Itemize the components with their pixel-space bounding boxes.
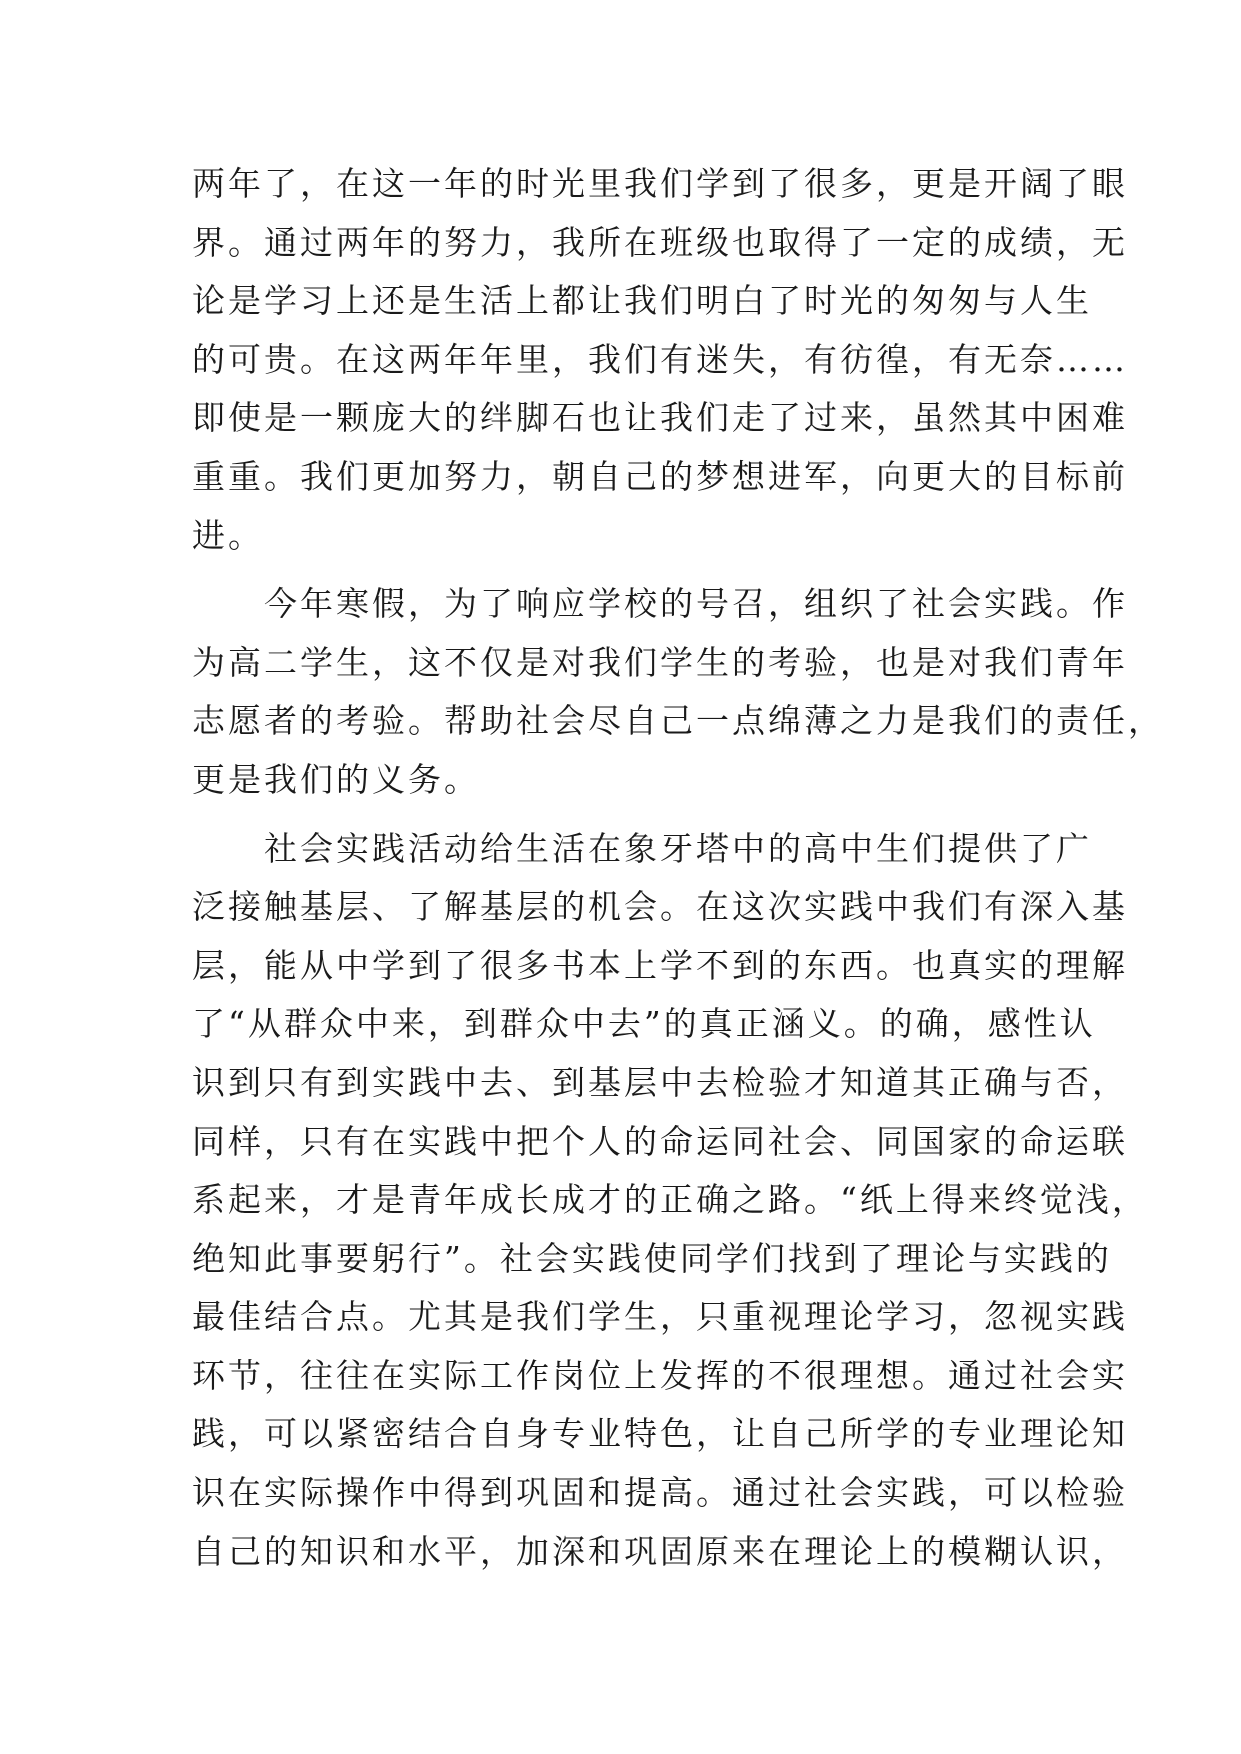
text-line: 界。通过两年的努力，我所在班级也取得了一定的成绩，无 [192, 222, 1128, 262]
text-line: 社会实践活动给生活在象牙塔中的高中生们提供了广 [192, 828, 1092, 868]
text-line: 进。 [192, 515, 264, 555]
text-line: 同样，只有在实践中把个人的命运同社会、同国家的命运联 [192, 1121, 1128, 1161]
document-body [192, 155, 1164, 1581]
text-line: 两年了，在这一年的时光里我们学到了很多，更是开阔了眼 [192, 164, 1128, 203]
text-line: 识在实际操作中得到巩固和提高。通过社会实践，可以检验 [192, 1473, 1128, 1513]
paragraph [192, 820, 1148, 1582]
text-line: 更是我们的义务。 [192, 759, 480, 799]
text-line: 系起来，才是青年成长成才的正确之路。“纸上得来终觉浅， [192, 1180, 1148, 1220]
paragraph-gap [192, 565, 1052, 575]
text-line: 即使是一颗庞大的绊脚石也让我们走了过来，虽然其中困难 [192, 398, 1128, 438]
text-line: 了“从群众中来，到群众中去”的真正涵义。的确，感性认 [192, 1004, 1096, 1044]
text-line: 层，能从中学到了很多书本上学不到的东西。也真实的理解 [192, 945, 1128, 985]
text-line: 的可贵。在这两年年里，我们有迷失，有彷徨，有无奈…… [192, 339, 1128, 379]
paragraph [192, 575, 1164, 809]
text-line: 绝知此事要躬行”。社会实践使同学们找到了理论与实践的 [192, 1238, 1112, 1278]
text-line: 志愿者的考验。帮助社会尽自己一点绵薄之力是我们的责任， [192, 701, 1164, 741]
text-line: 识到只有到实践中去、到基层中去检验才知道其正确与否， [192, 1062, 1128, 1102]
text-line: 为高二学生，这不仅是对我们学生的考验，也是对我们青年 [192, 642, 1128, 682]
text-line: 自己的知识和水平，加深和巩固原来在理论上的模糊认识， [192, 1531, 1128, 1571]
text-line: 践，可以紧密结合自身专业特色，让自己所学的专业理论知 [192, 1414, 1128, 1454]
text-line: 泛接触基层、了解基层的机会。在这次实践中我们有深入基 [192, 887, 1128, 927]
text-line: 最佳结合点。尤其是我们学生，只重视理论学习，忽视实践 [192, 1297, 1128, 1337]
paragraph [192, 155, 1128, 565]
text-line: 重重。我们更加努力，朝自己的梦想进军，向更大的目标前 [192, 456, 1128, 496]
text-line: 今年寒假，为了响应学校的号召，组织了社会实践。作 [192, 584, 1128, 624]
text-line: 论是学习上还是生活上都让我们明白了时光的匆匆与人生 [192, 281, 1092, 321]
text-line: 环节，往往在实际工作岗位上发挥的不很理想。通过社会实 [192, 1355, 1128, 1395]
paragraph-gap [192, 810, 1052, 820]
